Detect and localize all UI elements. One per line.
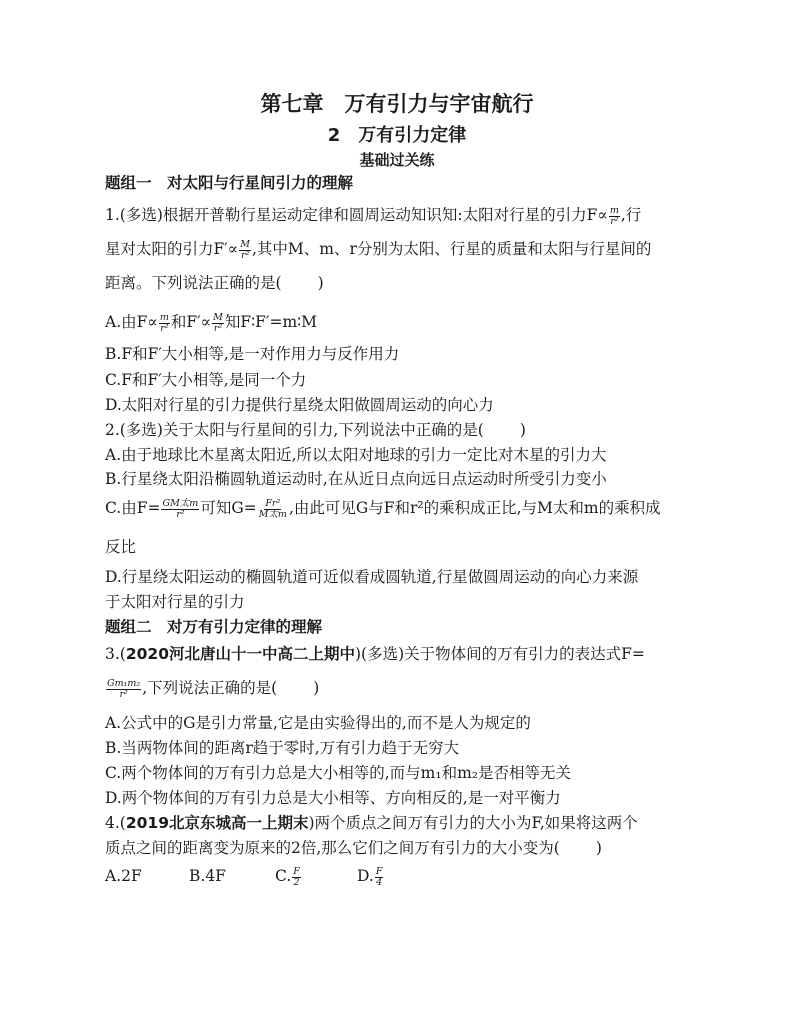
q3-stem-line1: 3.(2020河北唐山十一中高二上期中)(多选)关于物体间的万有引力的表达式F=: [105, 645, 645, 663]
q4-option-b: B.4F: [189, 867, 226, 885]
q2-fraction-2: $\frac{\text{Fr²}}{\text{M太m}}$: [258, 497, 287, 520]
q1-line2: 星对太阳的引力F′∝ $\frac{M}{\text{r²}}$ ,其中M、m、r分别为太阳、行星的质量和太阳与行星间的: [105, 238, 652, 261]
q3-fraction: $\frac{\text{Gm₁m₂}}{\text{r²}}$: [107, 677, 141, 700]
q3-option-d: D.两个物体间的万有引力总是大小相等、方向相反的,是一对平衡力: [105, 789, 561, 807]
q4-source: 2019北京东城高一上期末: [125, 814, 309, 832]
q1-option-a: A.由F∝ $\frac{m}{\text{r²}}$ 和F′∝ $\frac{M}{\text{r²}}$ 知F∶F′=m∶M: [105, 311, 318, 334]
section-title: 2 万有引力定律: [327, 125, 467, 146]
group1-title: 题组一 对太阳与行星间引力的理解: [105, 174, 354, 192]
q3-stem-line2: $\frac{\text{Gm₁m₂}}{\text{r²}}$ ,下列说法正确的是( ): [107, 677, 320, 700]
q3-option-a: A.公式中的G是引力常量,它是由实验得出的,而不是人为规定的: [105, 714, 531, 732]
q2-option-d-line2: 于太阳对行星的引力: [105, 593, 245, 611]
group2-title: 题组二 对万有引力定律的理解: [105, 618, 323, 636]
q2-stem: 2.(多选)关于太阳与行星间的引力,下列说法中正确的是( ): [105, 421, 526, 439]
q4-option-c: C. $\frac{F}{2}$: [275, 865, 300, 888]
q2-option-c-cont: 反比: [105, 538, 137, 556]
q1-fraction-M-r2: $\frac{M}{\text{r²}}$: [240, 238, 250, 261]
q2-option-b: B.行星绕太阳沿椭圆轨道运动时,在从近日点向远日点运动时所受引力变小: [105, 470, 607, 488]
q3-option-c: C.两个物体间的万有引力总是大小相等的,而与m₁和m₂是否相等无关: [105, 764, 571, 782]
q4-options: [105, 865, 384, 888]
q1-line1: 1.(多选)根据开普勒行星运动定律和圆周运动知识知:太阳对行星的引力F∝ $\frac{m}{\text{r²}}$ ,行: [105, 204, 642, 227]
subsection-title: 基础过关练: [359, 151, 435, 169]
q4-option-a: A.2F: [105, 867, 142, 885]
q2-option-a: A.由于地球比木星离太阳近,所以太阳对地球的引力一定比对木星的引力大: [105, 446, 607, 464]
q2-option-d-line1: D.行星绕太阳运动的椭圆轨道可近似看成圆轨道,行星做圆周运动的向心力来源: [105, 568, 639, 586]
q1-option-d: D.太阳对行星的引力提供行星绕太阳做圆周运动的向心力: [105, 396, 494, 414]
q2-option-c: C.由F= $\frac{\text{GM太m}}{\text{r²}}$ 可知G= $\frac{\text{Fr²}}{\text{M太m}}$ ,由此可见G与F和r²的乘积成正比,与M太和m的乘积成: [105, 497, 661, 520]
q1-fraction-m-r2: $\frac{m}{\text{r²}}$: [609, 204, 619, 227]
q4-stem-line1: 4.(2019北京东城高一上期末)两个质点之间万有引力的大小为F,如果将这两个: [105, 814, 638, 832]
q2-fraction-1: $\frac{\text{GM太m}}{\text{r²}}$: [162, 497, 199, 520]
q4-option-d: D. $\frac{F}{4}$: [357, 865, 383, 888]
q3-option-b: B.当两物体间的距离r趋于零时,万有引力趋于无穷大: [105, 739, 460, 757]
q4-stem-line2: 质点之间的距离变为原来的2倍,那么它们之间万有引力的大小变为( ): [105, 839, 602, 857]
q1-option-b: B.F和F′大小相等,是一对作用力与反作用力: [105, 345, 400, 363]
q1-line3: 距离。下列说法正确的是( ): [105, 274, 324, 292]
q1-option-c: C.F和F′大小相等,是同一个力: [105, 371, 307, 389]
chapter-title: 第七章 万有引力与宇宙航行: [260, 92, 534, 116]
q3-source: 2020河北唐山十一中高二上期中: [125, 645, 355, 663]
